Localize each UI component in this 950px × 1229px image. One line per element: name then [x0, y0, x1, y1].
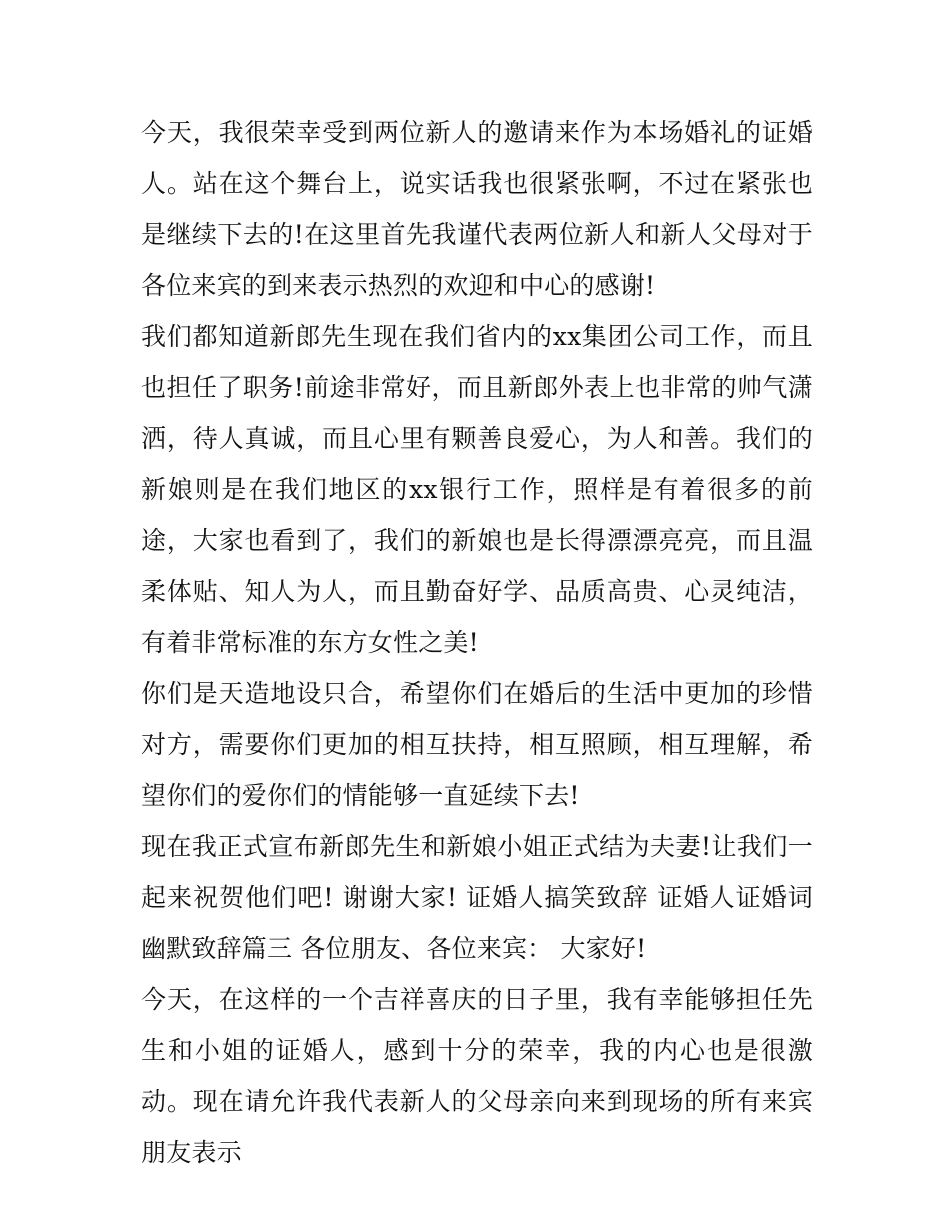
document-body — [141, 107, 813, 1178]
paragraph-5: 今天，在这样的一个吉祥喜庆的日子里，我有幸能够担任先生和小姐的证婚人，感到十分的荣幸，我的内心也是很激动。现在请允许我代表新人的父母亲向来到现场的所有来宾朋友表示 — [141, 985, 813, 1167]
paragraph-4: 现在我正式宣布新郎先生和新娘小姐正式结为夫妻!让我们一起来祝贺他们吧! 谢谢大家! 证婚人搞笑致辞 证婚人证婚词幽默致辞篇三 各位朋友、各位来宾： 大家好! — [141, 832, 813, 963]
paragraph-3: 你们是天造地设只合，希望你们在婚后的生活中更加的珍惜对方，需要你们更加的相互扶持，相互照顾，相互理解，希望你们的爱你们的情能够一直延续下去! — [141, 679, 813, 810]
paragraph-2: 我们都知道新郎先生现在我们省内的xx集团公司工作，而且也担任了职务!前途非常好，而且新郎外表上也非常的帅气潇洒，待人真诚，而且心里有颗善良爱心，为人和善。我们的新娘则是在我们地区的xx银行工作，照样是有着很多的前途，大家也看到了，我们的新娘也是长得漂漂亮亮，而且温柔体贴、知人为人，而且勤奋好学、品质高贵、心灵纯洁，有着非常标准的东方女性之美! — [141, 322, 813, 657]
paragraph-1: 今天，我很荣幸受到两位新人的邀请来作为本场婚礼的证婚人。站在这个舞台上，说实话我也很紧张啊，不过在紧张也是继续下去的!在这里首先我谨代表两位新人和新人父母对于各位来宾的到来表示热烈的欢迎和中心的感谢! — [141, 118, 813, 300]
